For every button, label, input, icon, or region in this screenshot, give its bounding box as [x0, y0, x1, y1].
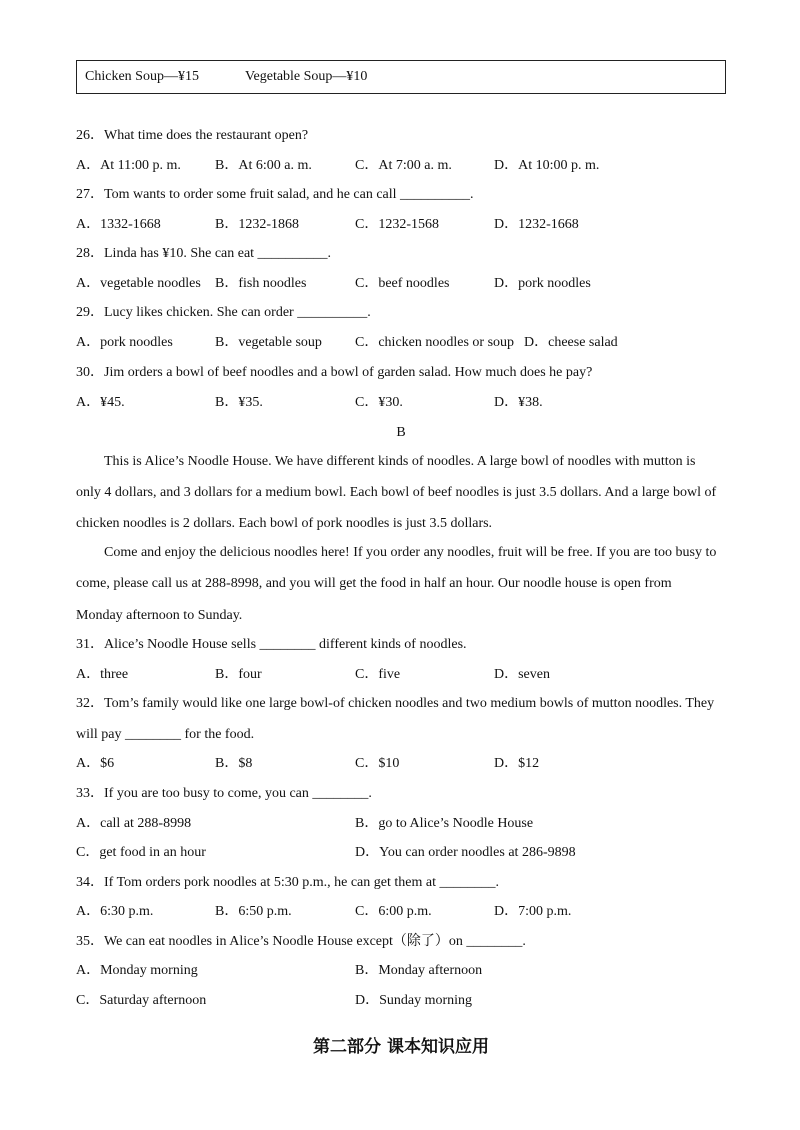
option: B．Monday afternoon [355, 963, 483, 978]
option: D．You can order noodles at 286-9898 [355, 845, 576, 860]
option: D．$12 [494, 756, 540, 771]
option: B．fish noodles [215, 276, 307, 291]
option: D．cheese salad [524, 335, 618, 350]
option: A．At 11:00 p. m. [76, 158, 181, 173]
menu-item-chicken-soup: Chicken Soup—¥15 [85, 69, 199, 84]
option: C．five [355, 667, 401, 682]
section-label-b: B [396, 425, 406, 440]
option: C．beef noodles [355, 276, 450, 291]
passage-line: chicken noodles is 2 dollars. Each bowl of pork noodles is just 3.5 dollars. [76, 516, 493, 531]
question-32: 32．Tom’s family would like one large bowl-of chicken noodles and two medium bowls of mutton noodles. They [76, 696, 715, 711]
menu-item-vegetable-soup: Vegetable Soup—¥10 [244, 69, 368, 84]
option: D．¥38. [494, 395, 543, 410]
option: D．1232-1668 [494, 217, 579, 232]
option: A．6:30 p.m. [76, 904, 154, 919]
option: A．¥45. [76, 395, 125, 410]
option: C．At 7:00 a. m. [355, 158, 452, 173]
question-27: 27．Tom wants to order some fruit salad, and he can call __________. [76, 187, 474, 202]
option: C．Saturday afternoon [76, 993, 207, 1008]
passage-line: come, please call us at 288-8998, and you will get the food in half an hour. Our noodle house is open from [76, 576, 672, 591]
option: D．seven [494, 667, 550, 682]
option: D．Sunday morning [355, 993, 473, 1008]
option: A．three [76, 667, 129, 682]
question-34: 34．If Tom orders pork noodles at 5:30 p.m., he can get them at ________. [76, 875, 499, 890]
option: B．$8 [215, 756, 253, 771]
option: C．$10 [355, 756, 400, 771]
option: A．pork noodles [76, 335, 173, 350]
option: A．call at 288-8998 [76, 816, 192, 831]
part-two-heading: 第二部分 课本知识应用 [313, 1037, 489, 1057]
option: A．$6 [76, 756, 115, 771]
option: D．At 10:00 p. m. [494, 158, 600, 173]
option: B．vegetable soup [215, 335, 322, 350]
option: B．four [215, 667, 262, 682]
option: B．6:50 p.m. [215, 904, 292, 919]
option: A．Monday morning [76, 963, 198, 978]
question-32-cont: will pay ________ for the food. [76, 727, 255, 742]
exam-page [76, 60, 726, 1057]
option: D．7:00 p.m. [494, 904, 572, 919]
passage-line: only 4 dollars, and 3 dollars for a medium bowl. Each bowl of beef noodles is just 3.5 dollars. And a large bowl of [76, 485, 717, 500]
passage-line: This is Alice’s Noodle House. We have different kinds of noodles. A large bowl of noodles with mutton is [104, 454, 696, 469]
menu-box [76, 60, 726, 94]
question-29: 29．Lucy likes chicken. She can order __________. [76, 305, 371, 320]
option: B．At 6:00 a. m. [215, 158, 312, 173]
question-33: 33．If you are too busy to come, you can ________. [76, 786, 372, 801]
question-26: 26．What time does the restaurant open? [76, 128, 309, 143]
option: C．¥30. [355, 395, 403, 410]
option: A．vegetable noodles [76, 276, 201, 291]
option: C．1232-1568 [355, 217, 439, 232]
option: A．1332-1668 [76, 217, 161, 232]
question-30: 30．Jim orders a bowl of beef noodles and a bowl of garden salad. How much does he pay? [76, 365, 593, 380]
option: B．1232-1868 [215, 217, 299, 232]
question-28: 28．Linda has ¥10. She can eat __________. [76, 246, 332, 261]
passage-line: Come and enjoy the delicious noodles here! If you order any noodles, fruit will be free. If you are too busy to [104, 545, 717, 560]
option: B．¥35. [215, 395, 263, 410]
option: B．go to Alice’s Noodle House [355, 816, 534, 831]
question-31: 31．Alice’s Noodle House sells ________ different kinds of noodles. [76, 637, 467, 652]
question-35: 35．We can eat noodles in Alice’s Noodle House except（除了）on ________. [76, 934, 526, 949]
option: C．chicken noodles or soup [355, 335, 515, 350]
option: C．get food in an hour [76, 845, 206, 860]
option: C．6:00 p.m. [355, 904, 432, 919]
passage-line: Monday afternoon to Sunday. [76, 608, 243, 623]
option: D．pork noodles [494, 276, 591, 291]
